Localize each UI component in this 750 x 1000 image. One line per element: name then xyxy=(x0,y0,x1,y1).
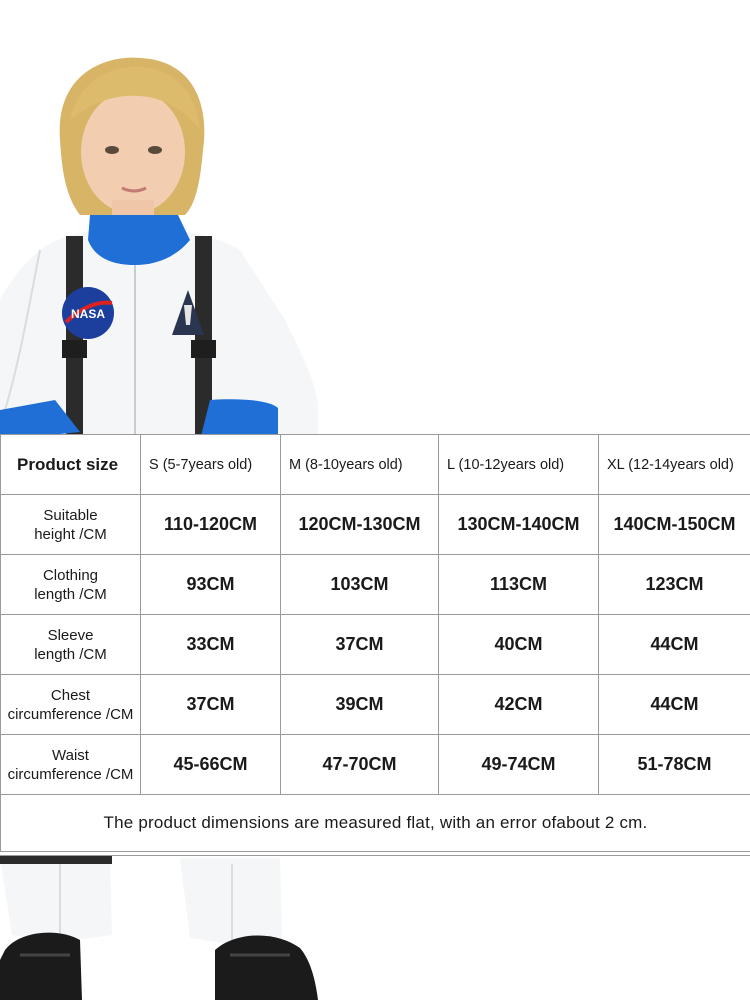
table-cell: 45-66CM xyxy=(141,735,281,795)
row-label: Suitable height /CM xyxy=(1,495,141,555)
left-shoe xyxy=(0,933,82,1000)
nasa-patch xyxy=(62,287,114,339)
size-chart-table xyxy=(0,434,750,852)
table-cell: 44CM xyxy=(599,615,750,675)
table-cell: 37CM xyxy=(281,615,439,675)
size-s-header: S (5-7years old) xyxy=(141,435,281,495)
header-row xyxy=(1,435,750,495)
table-cell: 33CM xyxy=(141,615,281,675)
note-row xyxy=(1,795,750,852)
table-cell: 40CM xyxy=(439,615,599,675)
table-cell: 140CM-150CM xyxy=(599,495,750,555)
row-label: Waist circumference /CM xyxy=(1,735,141,795)
left-strap xyxy=(66,236,83,441)
table-cell: 120CM-130CM xyxy=(281,495,439,555)
table-bottom-border xyxy=(0,855,750,856)
table-cell: 123CM xyxy=(599,555,750,615)
table-row xyxy=(1,675,750,735)
table-cell: 130CM-140CM xyxy=(439,495,599,555)
table-cell: 103CM xyxy=(281,555,439,615)
svg-text:NASA: NASA xyxy=(70,307,106,321)
table-cell: 49-74CM xyxy=(439,735,599,795)
table-cell: 47-70CM xyxy=(281,735,439,795)
row-label: Clothing length /CM xyxy=(1,555,141,615)
table-cell: 51-78CM xyxy=(599,735,750,795)
size-m-header: M (8-10years old) xyxy=(281,435,439,495)
table-cell: 42CM xyxy=(439,675,599,735)
right-shoe xyxy=(215,935,318,1000)
measurement-note: The product dimensions are measured flat, with an error ofabout 2 cm. xyxy=(1,795,750,852)
table-cell: 44CM xyxy=(599,675,750,735)
table-row xyxy=(1,495,750,555)
size-l-header: L (10-12years old) xyxy=(439,435,599,495)
size-xl-header: XL (12-14years old) xyxy=(599,435,750,495)
table-cell: 37CM xyxy=(141,675,281,735)
table-cell: 93CM xyxy=(141,555,281,615)
table-cell: 110-120CM xyxy=(141,495,281,555)
left-leg xyxy=(0,858,112,942)
table-cell: 39CM xyxy=(281,675,439,735)
row-label: Chest circumference /CM xyxy=(1,675,141,735)
face xyxy=(81,90,185,214)
table-row xyxy=(1,735,750,795)
table-row xyxy=(1,555,750,615)
table-cell: 113CM xyxy=(439,555,599,615)
table-row xyxy=(1,615,750,675)
row-label: Sleeve length /CM xyxy=(1,615,141,675)
product-size-label: Product size xyxy=(1,435,141,495)
